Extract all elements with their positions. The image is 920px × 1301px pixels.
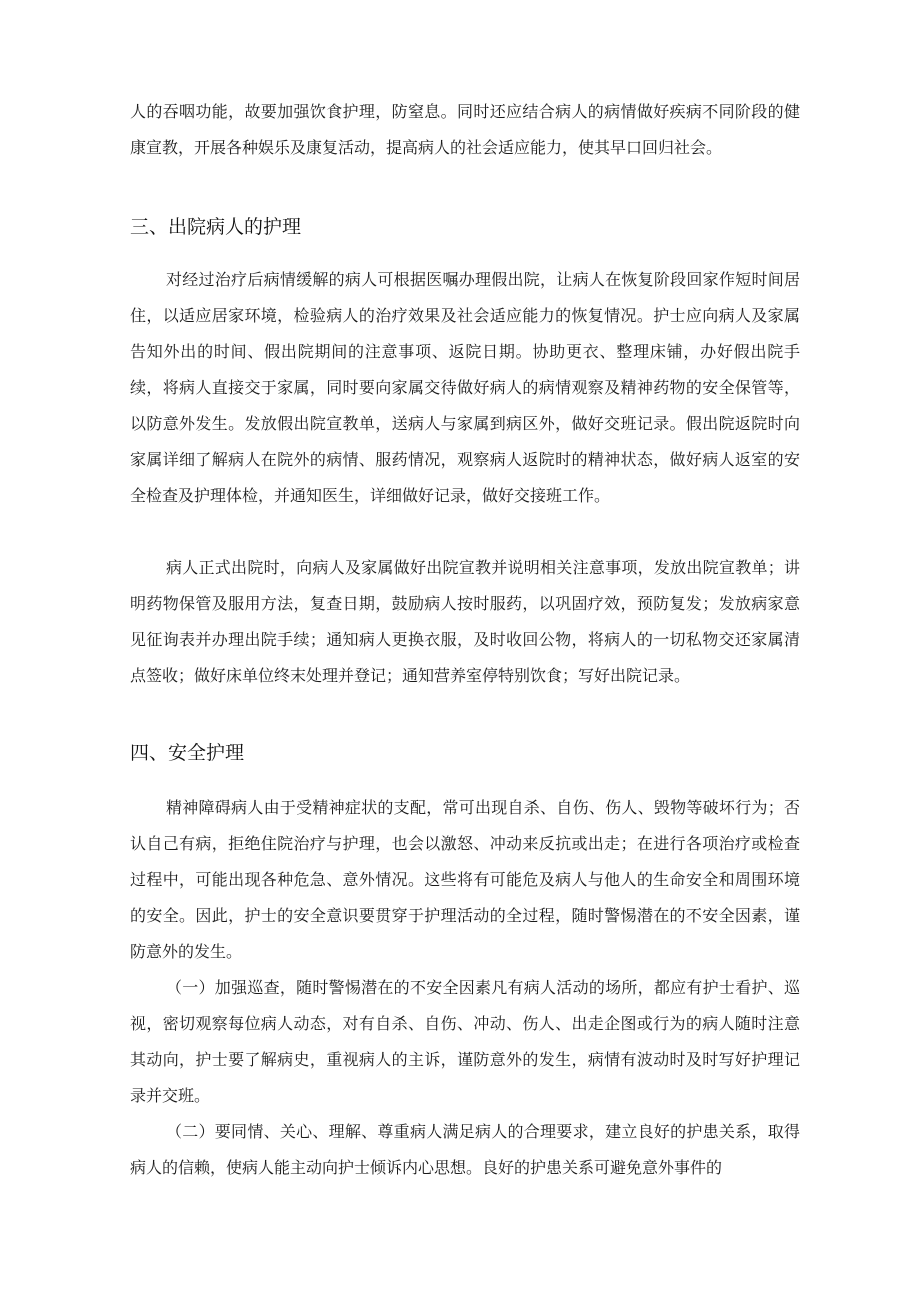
intro-paragraph: 人的吞咽功能，故要加强饮食护理，防窒息。同时还应结合病人的病情做好疾病不同阶段的健康宣教，开展各种娱乐及康复活动，提高病人的社会适应能力，使其早口回归社会。: [130, 102, 800, 157]
section-4-paragraph-2: （一）加强巡查，随时警惕潜在的不安全因素凡有病人活动的场所，都应有护士看护、巡视，密切观察每位病人动态，对有自杀、自伤、冲动、伤人、出走企图或行为的病人随时注意其动向，护士要了解病史，重视病人的主诉，谨防意外的发生，病情有波动时及时写好护理记录并交班。: [130, 978, 800, 1105]
section-4-paragraph-1: 精神障碍病人由于受精神症状的支配，常可出现自杀、自伤、伤人、毁物等破坏行为；否认自己有病，拒绝住院治疗与护理，也会以激怒、冲动来反抗或出走；在进行各项治疗或检查过程中，可能出现各种危急、意外情况。这些将有可能危及病人与他人的生命安全和周围环境的安全。因此，护士的安全意识要贯穿于护理活动的全过程，随时警惕潜在的不安全因素，谨防意外的发生。: [130, 798, 800, 961]
section-3-heading: 三、出院病人的护理: [130, 216, 302, 238]
section-3-paragraph-2: 病人正式出院时，向病人及家属做好出院宣教并说明相关注意事项，发放出院宣教单；讲明药物保管及服用方法，复查日期，鼓励病人按时服药，以巩固疗效，预防复发；发放病家意见征询表并办理出院手续；通知病人更换衣服，及时收回公物，将病人的一切私物交还家属清点签收；做好床单位终末处理并登记；通知营养室停特别饮食；写好出院记录。: [130, 558, 800, 685]
section-4-paragraph-3: （二）要同情、关心、理解、尊重病人满足病人的合理要求，建立良好的护患关系，取得病人的信赖，使病人能主动向护士倾诉内心思想。良好的护患关系可避免意外事件的: [130, 1122, 800, 1177]
section-3-paragraph-1: 对经过治疗后病情缓解的病人可根据医嘱办理假出院，让病人在恢复阶段回家作短时间居住，以适应居家环境，检验病人的治疗效果及社会适应能力的恢复情况。护士应向病人及家属告知外出的时间、假出院期间的注意事项、返院日期。协助更衣、整理床铺，办好假出院手续，将病人直接交于家属，同时要向家属交待做好病人的病情观察及精神药物的安全保管等，以防意外发生。发放假出院宣教单，送病人与家属到病区外，做好交班记录。假出院返院时向家属详细了解病人在院外的病情、服药情况，观察病人返院时的精神状态，做好病人返室的安全检查及护理体检，并通知医生，详细做好记录，做好交接班工作。: [130, 270, 800, 505]
section-4-heading: 四、安全护理: [130, 742, 245, 764]
